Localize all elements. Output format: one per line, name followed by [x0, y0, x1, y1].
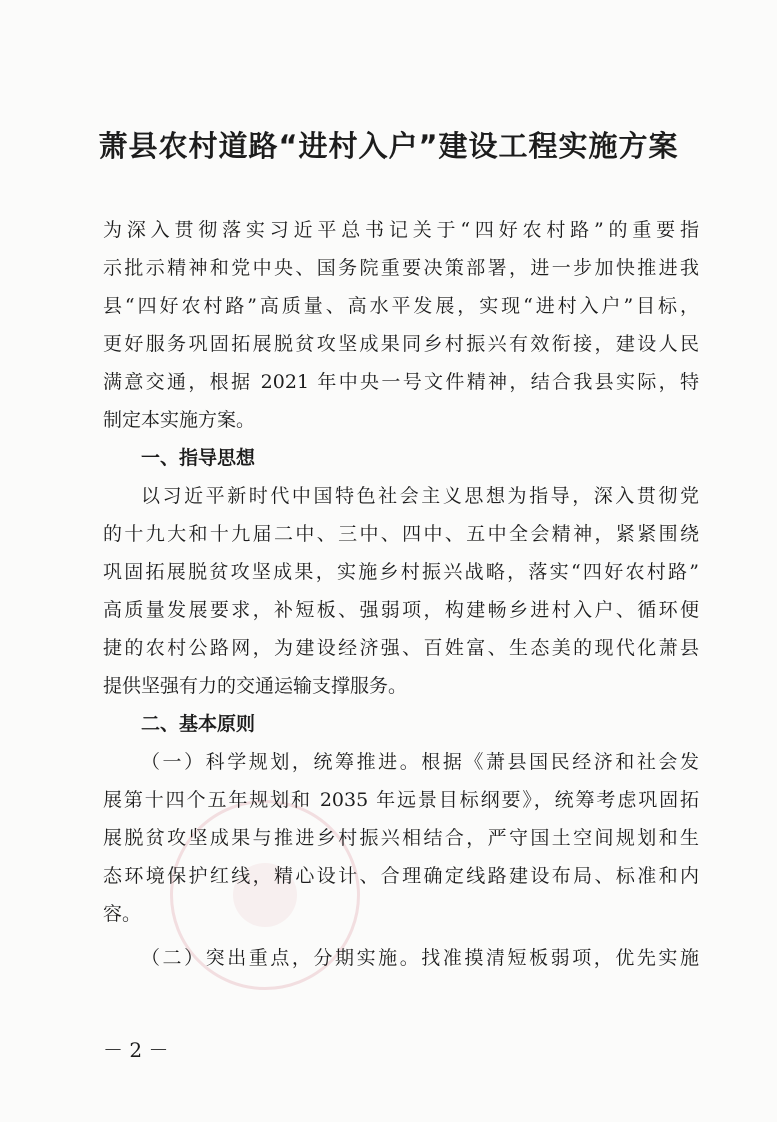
section2-item1-line-4: 态环境保护红线，精心设计、合理确定线路建设布局、标准和内 — [103, 865, 699, 887]
section-heading-basic-principles: 二、基本原则 — [141, 713, 256, 735]
intro-line-1: 为深入贯彻落实习近平总书记关于“四好农村路”的重要指 — [103, 219, 699, 241]
section1-line-5: 捷的农村公路网，为建设经济强、百姓富、生态美的现代化萧县 — [103, 637, 699, 659]
intro-line-5: 满意交通，根据 2021 年中央一号文件精神，结合我县实际，特 — [103, 371, 699, 393]
section1-line-1: 以习近平新时代中国特色社会主义思想为指导，深入贯彻党 — [141, 485, 699, 507]
section-heading-guiding-ideology: 一、指导思想 — [141, 447, 256, 469]
intro-line-2: 示批示精神和党中央、国务院重要决策部署，进一步加快推进我 — [103, 257, 699, 279]
section1-line-4: 高质量发展要求，补短板、强弱项，构建畅乡进村入户、循环便 — [103, 599, 699, 621]
section1-line-6: 提供坚强有力的交通运输支撑服务。 — [103, 675, 408, 697]
section2-item1-line-3: 展脱贫攻坚成果与推进乡村振兴相结合，严守国土空间规划和生 — [103, 827, 699, 849]
section2-item2-line-1: （二）突出重点，分期实施。找准摸清短板弱项，优先实施 — [141, 947, 699, 969]
section2-item1-line-1: （一）科学规划，统筹推进。根据《萧县国民经济和社会发 — [141, 751, 699, 773]
page-number: － 2 － — [103, 1038, 169, 1062]
intro-line-3: 县“四好农村路”高质量、高水平发展，实现“进村入户”目标， — [103, 295, 699, 317]
document-title: 萧县农村道路“进村入户”建设工程实施方案 — [98, 129, 679, 163]
intro-line-6: 制定本实施方案。 — [103, 409, 256, 431]
section2-item1-line-2: 展第十四个五年规划和 2035 年远景目标纲要》，统筹考虑巩固拓 — [103, 789, 699, 811]
section1-line-3: 巩固拓展脱贫攻坚成果，实施乡村振兴战略，落实“四好农村路” — [103, 561, 699, 583]
intro-line-4: 更好服务巩固拓展脱贫攻坚成果同乡村振兴有效衔接，建设人民 — [103, 333, 699, 355]
section2-item1-line-5: 容。 — [103, 903, 142, 925]
section1-line-2: 的十九大和十九届二中、三中、四中、五中全会精神，紧紧围绕 — [103, 523, 699, 545]
